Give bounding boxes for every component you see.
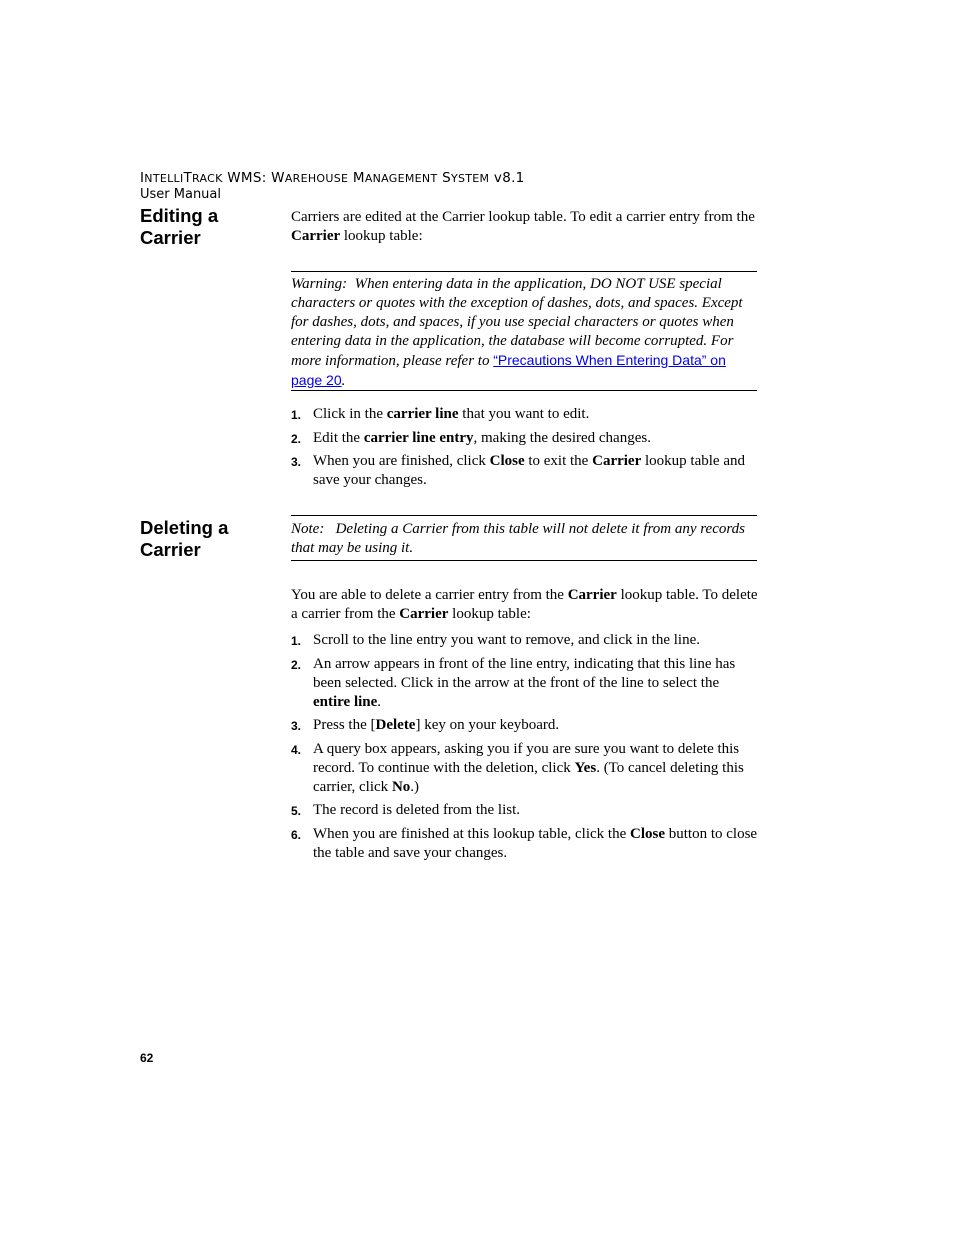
running-header-title: INTELLITRACK WMS: WAREHOUSE MANAGEMENT SYSTEM v8.1 (140, 170, 525, 186)
warning-bottom-rule (291, 390, 757, 391)
section-heading-deleting: Deleting a Carrier (140, 517, 229, 560)
list-item: 2. Edit the carrier line entry, making the desired changes. (291, 429, 651, 446)
deleting-intro: You are able to delete a carrier entry from the Carrier lookup table. To delete a carrier from the Carrier lookup table: (291, 587, 758, 622)
note-box: Note: Deleting a Carrier from this table will not delete it from any records that may be using it. (291, 521, 745, 556)
list-item: 4. A query box appears, asking you if you are sure you want to delete this record. To continue with the deletion, click Yes. (To cancel deleting this carrier, click No.) (291, 740, 744, 795)
warning-top-rule (291, 271, 757, 272)
note-top-rule (291, 515, 757, 516)
list-item: 3. When you are finished, click Close to exit the Carrier lookup table and save your changes. (291, 453, 745, 488)
warning-box: Warning: When entering data in the application, DO NOT USE special characters or quotes with the exception of dashes, dots, and spaces. Except for dashes, dots, and spaces, if you use special characters or quotes when entering data in the application, the database will become corrupted. For more information, please refer to “Precautions When Entering Data” on page 20. (291, 276, 743, 389)
list-item: 2. An arrow appears in front of the line entry, indicating that this line has been selected. Click in the arrow at the front of the line to select the entire line. (291, 655, 736, 710)
page-number: 62 (140, 1051, 154, 1065)
section-heading-editing: Editing a Carrier (140, 205, 219, 248)
list-item: 1. Click in the carrier line that you want to edit. (291, 406, 590, 422)
deleting-steps (291, 631, 759, 867)
running-header-subtitle: User Manual (140, 187, 222, 202)
list-item: 5. The record is deleted from the list. (291, 802, 521, 818)
list-item: 3. Press the [Delete] key on your keyboard. (291, 717, 560, 733)
editing-steps (291, 405, 759, 495)
note-bottom-rule (291, 560, 757, 561)
editing-intro: Carriers are edited at the Carrier lookup table. To edit a carrier entry from the Carrier lookup table: (291, 209, 755, 244)
list-item: 1. Scroll to the line entry you want to remove, and click in the line. (291, 632, 700, 648)
list-item: 6. When you are finished at this lookup table, click the Close button to close the table and save your changes. (291, 825, 758, 861)
precautions-link[interactable]: “Precautions When Entering Data” on page 20 (291, 352, 726, 388)
